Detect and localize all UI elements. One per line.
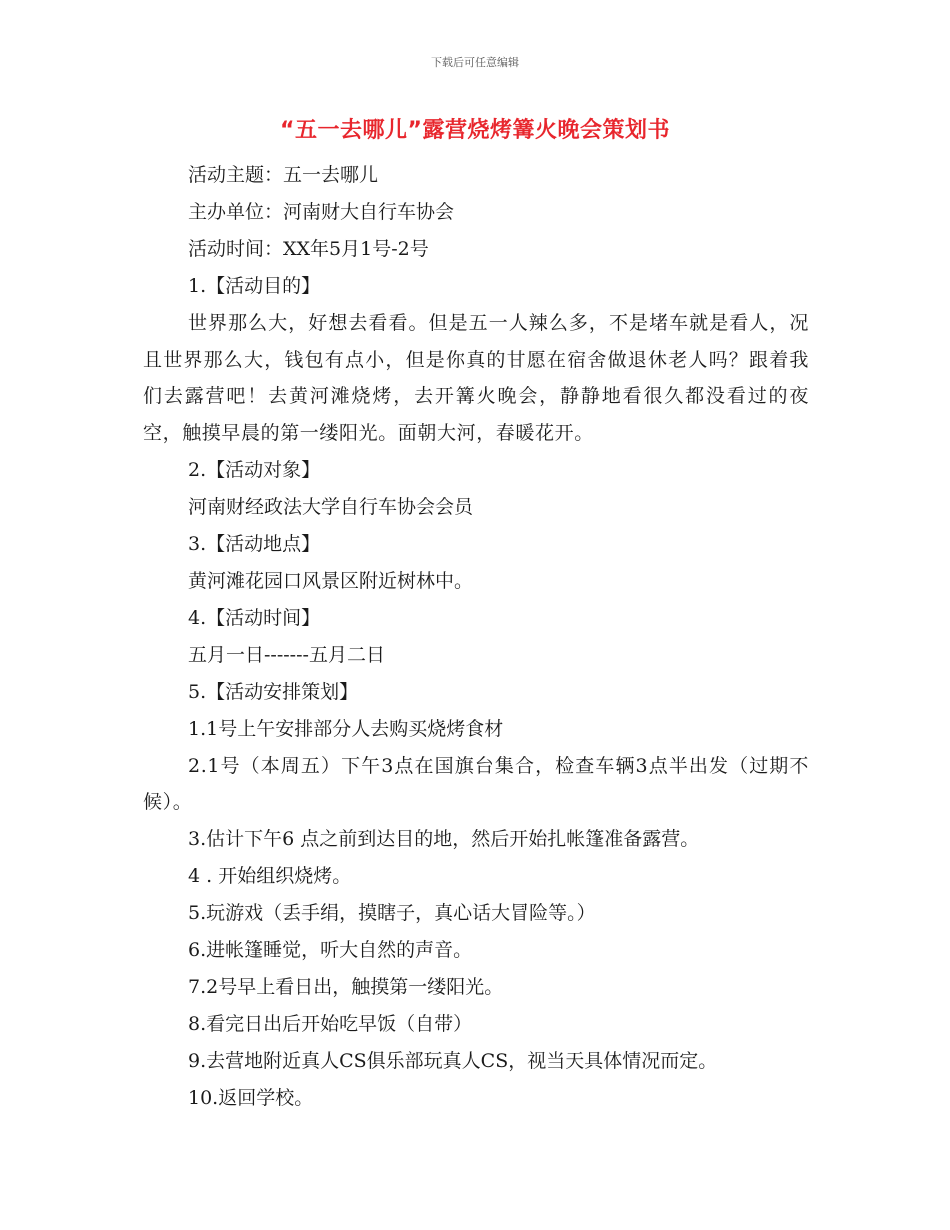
document-body — [143, 157, 809, 1117]
meta-theme: 活动主题：五一去哪儿 — [188, 164, 379, 186]
section-paragraph-purpose: 世界那么大，好想去看看。但是五一人辣么多，不是堵车就是看人，况且世界那么大，钱包有点小，但是你真的甘愿在宿舍做退休老人吗？跟着我们去露营吧！去黄河滩烧烤，去开篝火晚会，静静地看很久都没看过的夜空，触摸早晨的第一缕阳光。面朝大河，春暖花开。 — [143, 311, 809, 445]
section-text-participants: 河南财经政法大学自行车协会会员 — [188, 496, 474, 519]
page-header-note: 下载后可任意编辑 — [431, 56, 519, 69]
section-text-location: 黄河滩花园口风景区附近树林中。 — [188, 569, 474, 592]
section-heading-location: 3.【活动地点】 — [188, 533, 321, 556]
schedule-item-3: 3.估计下午6 点之前到达目的地，然后开始扎帐篷准备露营。 — [188, 828, 700, 851]
section-heading-purpose: 1.【活动目的】 — [188, 274, 321, 297]
schedule-item-8: 8.看完日出后开始吃早饭（自带） — [188, 1012, 473, 1035]
schedule-item-5: 5.玩游戏（丢手绢，摸瞎子，真心话大冒险等。） — [188, 902, 596, 925]
document-title: “五一去哪儿”露营烧烤篝火晚会策划书 — [280, 118, 670, 143]
section-text-date: 五月一日-------五月二日 — [188, 643, 385, 666]
section-heading-participants: 2.【活动对象】 — [188, 459, 321, 482]
schedule-item-4: 4 . 开始组织烧烤。 — [188, 865, 352, 888]
meta-time: 活动时间：XX年5月1号-2号 — [188, 237, 429, 260]
section-heading-schedule: 5.【活动安排策划】 — [188, 680, 359, 703]
section-heading-date: 4.【活动时间】 — [188, 606, 321, 629]
schedule-item-9: 9.去营地附近真人CS俱乐部玩真人CS，视当天具体情况而定。 — [188, 1049, 718, 1072]
schedule-item-10: 10.返回学校。 — [188, 1086, 314, 1109]
schedule-item-2: 2.1号（本周五）下午3点在国旗台集合，检查车辆3点半出发（过期不候）。 — [143, 754, 809, 814]
meta-organizer: 主办单位：河南财大自行车协会 — [188, 200, 455, 223]
schedule-item-6: 6.进帐篷睡觉，听大自然的声音。 — [188, 939, 473, 962]
schedule-item-1: 1.1号上午安排部分人去购买烧烤食材 — [188, 717, 504, 740]
schedule-item-7: 7.2号早上看日出，触摸第一缕阳光。 — [188, 975, 504, 998]
